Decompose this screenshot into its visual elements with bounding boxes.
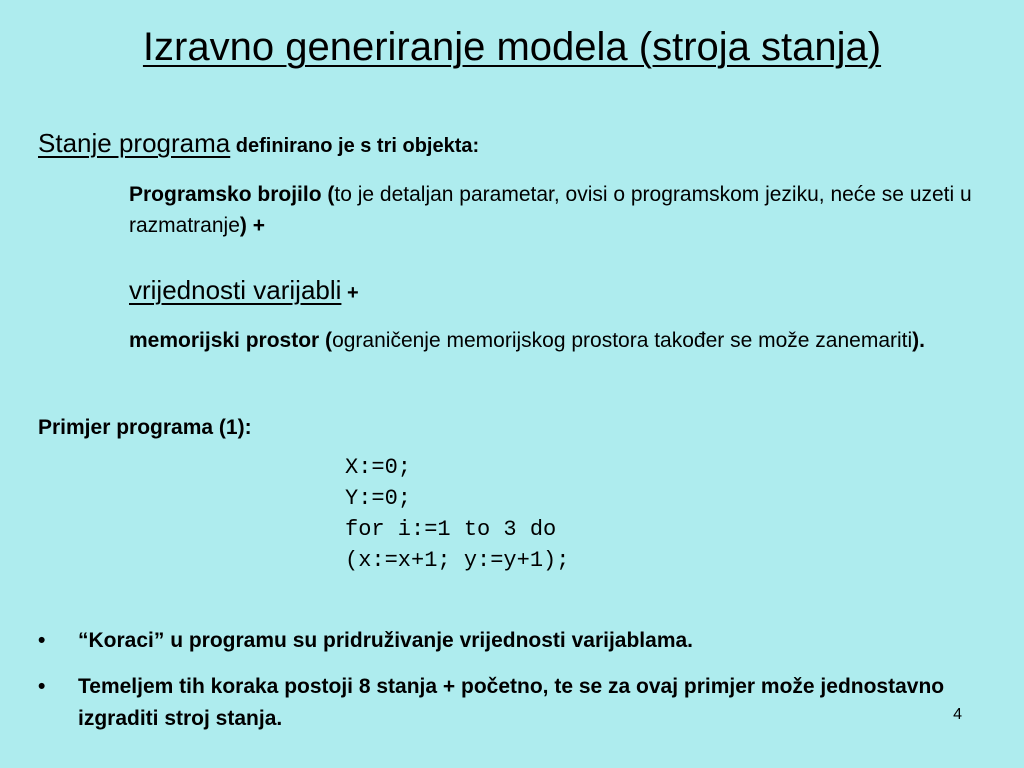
code-line: X:=0;: [345, 455, 412, 480]
code-line: (x:=x+1; y:=y+1);: [345, 548, 570, 573]
code-block: [345, 452, 569, 576]
bullet-text: “Koraci” u programu su pridruživanje vrijednosti varijablama.: [78, 629, 693, 652]
bullet-item: [38, 671, 958, 735]
bullet-symbol: •: [38, 629, 46, 652]
memory-end: ).: [912, 329, 925, 352]
bullet-list: [38, 625, 958, 749]
bullet-symbol: •: [38, 675, 46, 698]
slide-title: Izravno generiranje modela (stroja stanja): [142, 25, 882, 69]
memory-item: [129, 325, 999, 356]
variables-item: [129, 270, 999, 313]
state-heading-rest: definirano je s tri objekta:: [230, 135, 480, 157]
program-counter-item: [129, 179, 999, 241]
bullet-item: [38, 625, 958, 657]
state-heading-underlined: Stanje programa: [38, 128, 231, 158]
variables-plus: +: [341, 282, 359, 304]
memory-description: ograničenje memorijskog prostora također se može zanemariti: [332, 329, 913, 352]
program-counter-label: Programsko brojilo (: [129, 183, 335, 206]
program-counter-end: ) +: [239, 214, 265, 237]
bullet-text: Temeljem tih koraka postoji 8 stanja + početno, te se za ovaj primjer može jednostavno izgraditi stroj stanja.: [78, 675, 945, 730]
code-line: Y:=0;: [345, 486, 412, 511]
page-number: 4: [953, 706, 962, 723]
memory-label: memorijski prostor (: [129, 329, 333, 352]
program-counter-description: to je detaljan parametar, ovisi o programskom jeziku, neće se uzeti u razmatranje: [129, 183, 972, 237]
code-line: for i:=1 to 3 do: [345, 517, 557, 542]
variables-label: vrijednosti varijabli: [129, 275, 342, 305]
state-heading: [38, 123, 479, 166]
example-label: Primjer programa (1):: [38, 416, 252, 439]
